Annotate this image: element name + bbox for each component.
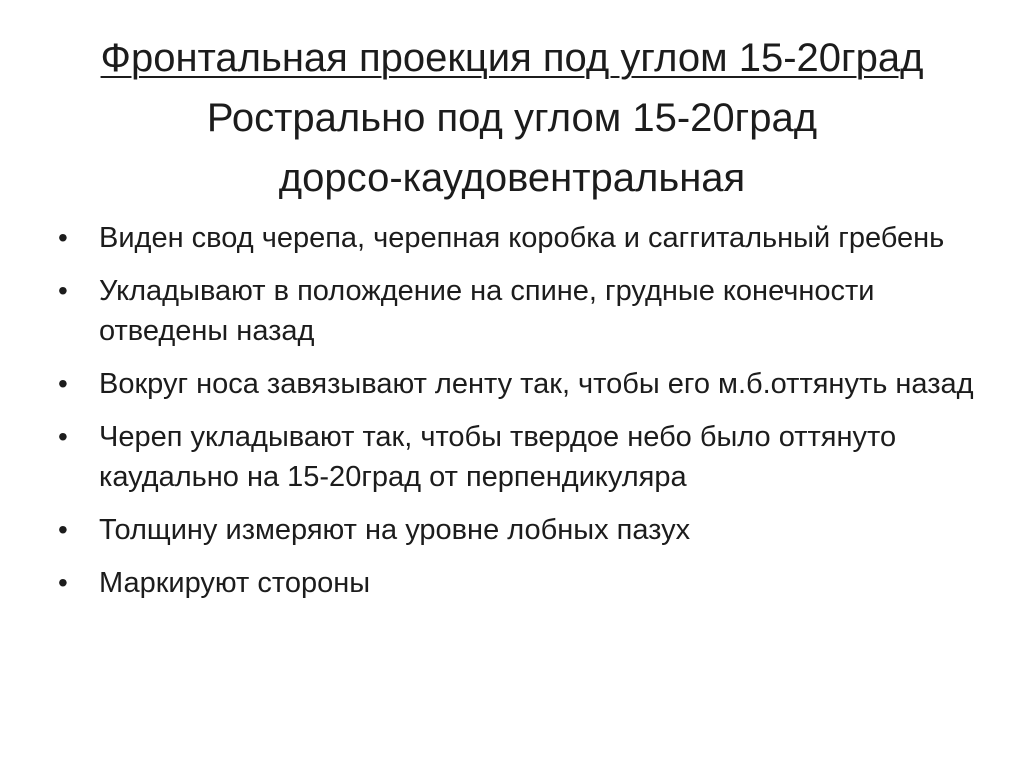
bullet-list: [56, 218, 996, 616]
bullet-text: Толщину измеряют на уровне лобных пазух: [99, 514, 691, 546]
title-line-1: Фронтальная проекция под углом 15-20град: [100, 36, 924, 80]
bullet-marker: •: [58, 567, 68, 598]
bullet-marker: •: [58, 421, 68, 452]
bullet-text: Виден свод черепа, черепная коробка и саггитальный гребень: [99, 222, 945, 254]
bullet-text: Маркируют стороны: [99, 567, 371, 599]
title-line-2: Рострально под углом 15-20град: [206, 96, 818, 140]
bullet-marker: •: [58, 514, 68, 545]
bullet-text: Череп укладывают так, чтобы твердое небо было оттянуто каудально на 15-20град от перпендикуляра: [99, 421, 897, 493]
bullet-marker: •: [58, 275, 68, 306]
bullet-marker: •: [58, 368, 68, 399]
bullet-item: [56, 510, 996, 550]
bullet-marker: •: [58, 222, 68, 253]
bullet-item: [56, 218, 996, 258]
bullet-text: Укладывают в полождение на спине, грудные конечности отведены назад: [99, 275, 875, 347]
slide-title: [20, 28, 1004, 208]
bullet-item: [56, 417, 996, 497]
bullet-item: [56, 563, 996, 603]
bullet-text: Вокруг носа завязывают ленту так, чтобы его м.б.оттянуть назад: [99, 368, 974, 400]
bullet-item: [56, 364, 996, 404]
title-line-3: дорсо-каудовентральная: [278, 156, 746, 200]
bullet-item: [56, 271, 996, 351]
